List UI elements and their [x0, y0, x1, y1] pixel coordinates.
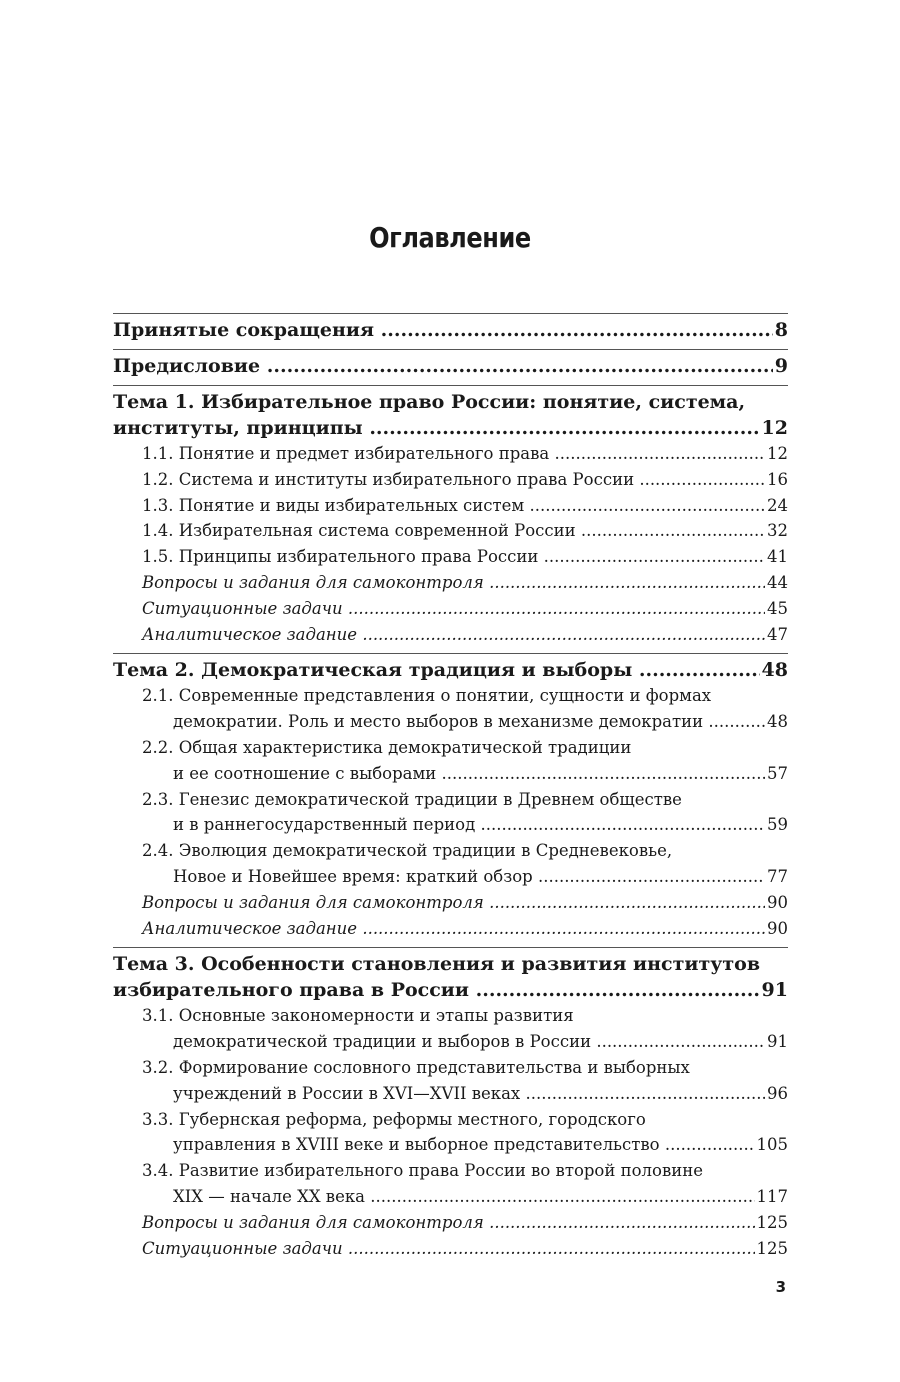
entry-label: Вопросы и задания для самоконтроля .....	[113, 1210, 755, 1236]
section-heading-line	[113, 1055, 788, 1081]
entry-page: 48	[761, 659, 788, 682]
divider	[113, 947, 788, 948]
section-heading-line	[113, 1158, 788, 1184]
entry-page: 47	[767, 624, 788, 644]
entry-label: Аналитическое задание .....	[113, 916, 765, 942]
entry-label: 1.5. Принципы избирательного права России .....	[113, 544, 765, 570]
entry-page: 41	[767, 547, 788, 567]
section-heading-line	[113, 1107, 788, 1133]
toc-entry-abbreviations	[113, 317, 788, 343]
entry-label: демократической традиции и выборов в России .....	[113, 1029, 765, 1055]
entry-label: 1.3. Понятие и виды избирательных систем .....	[113, 493, 765, 519]
entry-label: XIX — начале XX века .....	[113, 1184, 755, 1210]
entry-label-first-line: 3.4. Развитие избирательного права России во второй половине	[142, 1161, 704, 1181]
entry-label-first-line: 2.3. Генезис демократической традиции в Древнем обществе	[142, 789, 682, 809]
entry-page: 8	[774, 319, 788, 341]
section-heading-line	[113, 1003, 788, 1029]
entry-page: 91	[761, 979, 788, 1002]
page-title: Оглавление	[369, 221, 531, 254]
toc-entry-section-2-2	[113, 761, 788, 787]
entry-label: избирательного права в России .....	[113, 977, 760, 1003]
entry-label-first-line: 3.2. Формирование сословного представительства и выборных	[142, 1057, 690, 1077]
toc-entry-topic-1	[113, 415, 788, 441]
toc-entry-case-tasks-3	[113, 1236, 788, 1262]
entry-label-first-line: 3.1. Основные закономерности и этапы развития	[142, 1006, 574, 1026]
entry-label: Аналитическое задание .....	[113, 622, 765, 648]
toc-entry-section-3-2	[113, 1081, 788, 1107]
entry-label: 1.4. Избирательная система современной России .....	[113, 518, 765, 544]
entry-page: 90	[767, 918, 788, 938]
entry-page: 16	[767, 469, 788, 489]
entry-label: 1.1. Понятие и предмет избирательного права .....	[113, 441, 765, 467]
divider	[113, 349, 788, 350]
toc-entry-section-2-3	[113, 812, 788, 838]
table-of-contents	[113, 307, 788, 1261]
entry-label: Ситуационные задачи .....	[113, 596, 765, 622]
toc-entry-section-1-2	[113, 467, 788, 493]
toc-entry-section-1-4	[113, 518, 788, 544]
toc-entry-analytic-task-2	[113, 916, 788, 942]
entry-page: 57	[767, 763, 788, 783]
toc-entry-self-check-2	[113, 890, 788, 916]
toc-entry-section-3-4	[113, 1184, 788, 1210]
entry-page: 91	[767, 1032, 788, 1052]
toc-entry-section-2-4	[113, 864, 788, 890]
entry-label: Предисловие .....	[113, 353, 773, 379]
section-heading-line	[113, 735, 788, 761]
topic-heading-line: Тема 3. Особенности становления и развития институтов	[113, 953, 761, 976]
entry-label: Вопросы и задания для самоконтроля .....	[113, 570, 765, 596]
entry-page: 125	[756, 1238, 788, 1258]
entry-label: и ее соотношение с выборами .....	[113, 761, 765, 787]
toc-entry-section-3-1	[113, 1029, 788, 1055]
toc-entry-section-3-3	[113, 1132, 788, 1158]
entry-label: 1.2. Система и институты избирательного права России .....	[113, 467, 765, 493]
toc-entry-section-1-1	[113, 441, 788, 467]
toc-entry-section-2-1	[113, 709, 788, 735]
entry-page: 105	[756, 1135, 788, 1155]
toc-entry-self-check-3	[113, 1210, 788, 1236]
toc-entry-section-1-3	[113, 493, 788, 519]
entry-label: Тема 2. Демократическая традиция и выборы .....	[113, 657, 760, 683]
entry-page: 24	[767, 495, 788, 515]
toc-entry-topic-2	[113, 657, 788, 683]
entry-label: Новое и Новейшее время: краткий обзор .....	[113, 864, 765, 890]
topic-heading-line: Тема 1. Избирательное право России: понятие, система,	[113, 391, 746, 413]
entry-label: управления в XVIII веке и выборное представительство .....	[113, 1132, 755, 1158]
entry-page: 96	[767, 1083, 788, 1103]
entry-label: демократии. Роль и место выборов в механизме демократии .....	[113, 709, 765, 735]
entry-label: Вопросы и задания для самоконтроля .....	[113, 890, 765, 916]
entry-label: Принятые сокращения .....	[113, 317, 773, 343]
entry-label: учреждений в России в XVI—XVII веках .....	[113, 1081, 765, 1107]
divider	[113, 313, 788, 314]
entry-label-first-line: 3.3. Губернская реформа, реформы местного, городского	[142, 1109, 646, 1129]
section-heading-line	[113, 838, 788, 864]
entry-label: и в раннегосударственный период .....	[113, 812, 765, 838]
entry-page: 12	[761, 417, 788, 439]
entry-page: 77	[767, 866, 788, 886]
toc-entry-section-1-5	[113, 544, 788, 570]
toc-entry-preface	[113, 353, 788, 379]
entry-page: 125	[756, 1212, 788, 1232]
entry-label-first-line: 2.4. Эволюция демократической традиции в Средневековье,	[142, 841, 673, 861]
entry-label: институты, принципы .....	[113, 415, 760, 441]
entry-page: 12	[767, 444, 788, 463]
section-heading-line	[113, 683, 788, 709]
entry-page: 48	[767, 712, 788, 732]
section-heading-line	[113, 787, 788, 813]
entry-page: 117	[756, 1186, 788, 1206]
toc-entry-self-check-1	[113, 570, 788, 596]
entry-page: 32	[767, 521, 788, 541]
divider	[113, 385, 788, 386]
entry-label-first-line: 2.1. Современные представления о понятии, сущности и формах	[142, 686, 712, 706]
toc-entry-analytic-task-1	[113, 622, 788, 648]
toc-entry-topic-3	[113, 977, 788, 1003]
entry-label: Ситуационные задачи .....	[113, 1236, 755, 1262]
entry-label-first-line: 2.2. Общая характеристика демократической традиции	[142, 737, 632, 757]
divider	[113, 653, 788, 654]
entry-page: 90	[767, 892, 788, 912]
toc-entry-case-tasks-1	[113, 596, 788, 622]
page-number: 3	[775, 1278, 786, 1296]
entry-page: 44	[767, 572, 788, 592]
entry-page: 59	[767, 815, 788, 835]
entry-page: 9	[774, 355, 788, 377]
entry-page: 45	[767, 598, 788, 618]
